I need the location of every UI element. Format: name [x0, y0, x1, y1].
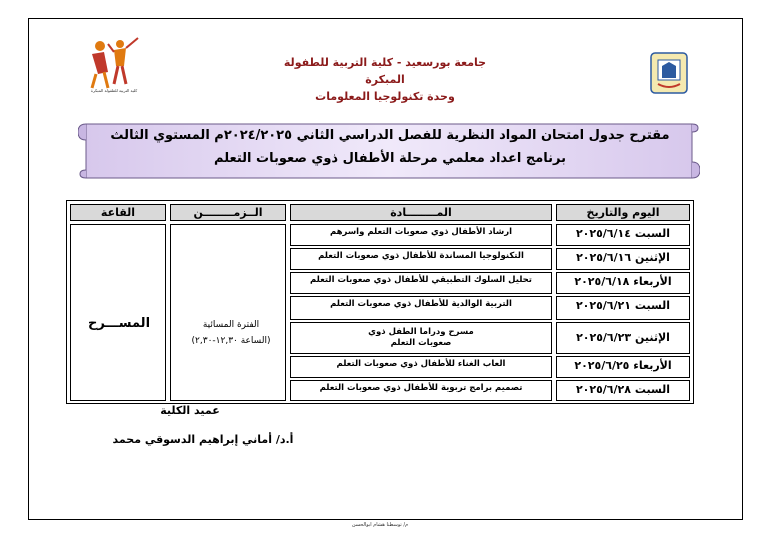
unit-name: وحدة تكنولوجيا المعلومات	[315, 90, 455, 103]
table-row-date: السبت ٢٠٢٥/٦/١٤	[556, 224, 690, 246]
table-row-date: السبت ٢٠٢٥/٦/٢٨	[556, 380, 690, 401]
faculty-logo	[78, 32, 150, 94]
university-seal	[650, 52, 688, 94]
page-title: مقترح جدول امتحان المواد النظرية للفصل الدراسي الثاني ٢٠٢٤/٢٠٢٥م المستوي الثالث	[110, 128, 670, 143]
table-row-subject: التكنولوجيا المساندة للأطفال ذوي صعوبات التعلم	[290, 248, 552, 270]
footer-note: م/ توسطنا هشام ابوالحسن	[351, 522, 409, 528]
table-row-subject: تحليل السلوك التطبيقي للأطفال ذوي صعوبات التعلم	[290, 272, 552, 294]
subject-line-1: مسرح ودراما الطفل ذوي	[368, 327, 474, 337]
header-date: اليوم والتاريخ	[556, 204, 690, 221]
hall-cell	[70, 224, 166, 401]
subject-line-2: صعوبات التعلم	[390, 338, 452, 348]
header-time: الــزمــــــــن	[170, 204, 286, 221]
table-row-date: السبت ٢٠٢٥/٦/٢١	[556, 296, 690, 320]
table-row-subject: تصميم برامج تربوية للأطفال ذوي صعوبات التعلم	[290, 380, 552, 401]
dean-name: أ.د/ أماني إبراهيم الدسوقي محمد	[112, 433, 294, 446]
table-row-date: الإثنين ٢٠٢٥/٦/٢٣	[556, 322, 690, 354]
university-name: جامعة بورسعيد - كلية التربية للطفولة المبكرة	[283, 56, 487, 86]
table-row-date: الإثنين ٢٠٢٥/٦/١٦	[556, 248, 690, 270]
time-hours: (الساعة ١٢,٣٠-٢,٣٠)	[191, 336, 271, 346]
table-row-date: الأربعاء ٢٠٢٥/٦/٢٥	[556, 356, 690, 378]
table-row-date: الأربعاء ٢٠٢٥/٦/١٨	[556, 272, 690, 294]
faculty-logo-caption: كلية التربية للطفولة المبكرة	[90, 88, 138, 93]
dean-title: عميد الكلية	[160, 404, 220, 417]
time-period: الفترة المسائية	[202, 320, 260, 330]
table-row-subject: العاب الغناء للأطفال ذوي صعوبات التعلم	[290, 356, 552, 378]
page-subtitle: برنامج اعداد معلمي مرحلة الأطفال ذوي صعوبات التعلم	[214, 151, 566, 166]
table-row-subject	[290, 322, 552, 354]
table-row-subject: ارشاد الأطفال ذوي صعوبات التعلم واسرهم	[290, 224, 552, 246]
schedule-table	[66, 200, 694, 404]
table-row-subject: التربية الوالدية للأطفال ذوي صعوبات التعلم	[290, 296, 552, 320]
university-header	[270, 54, 500, 105]
hall-name: المســـرح	[87, 316, 151, 331]
time-cell	[170, 224, 286, 401]
header-hall: القاعة	[70, 204, 166, 221]
header-subject: المــــــــادة	[290, 204, 552, 221]
